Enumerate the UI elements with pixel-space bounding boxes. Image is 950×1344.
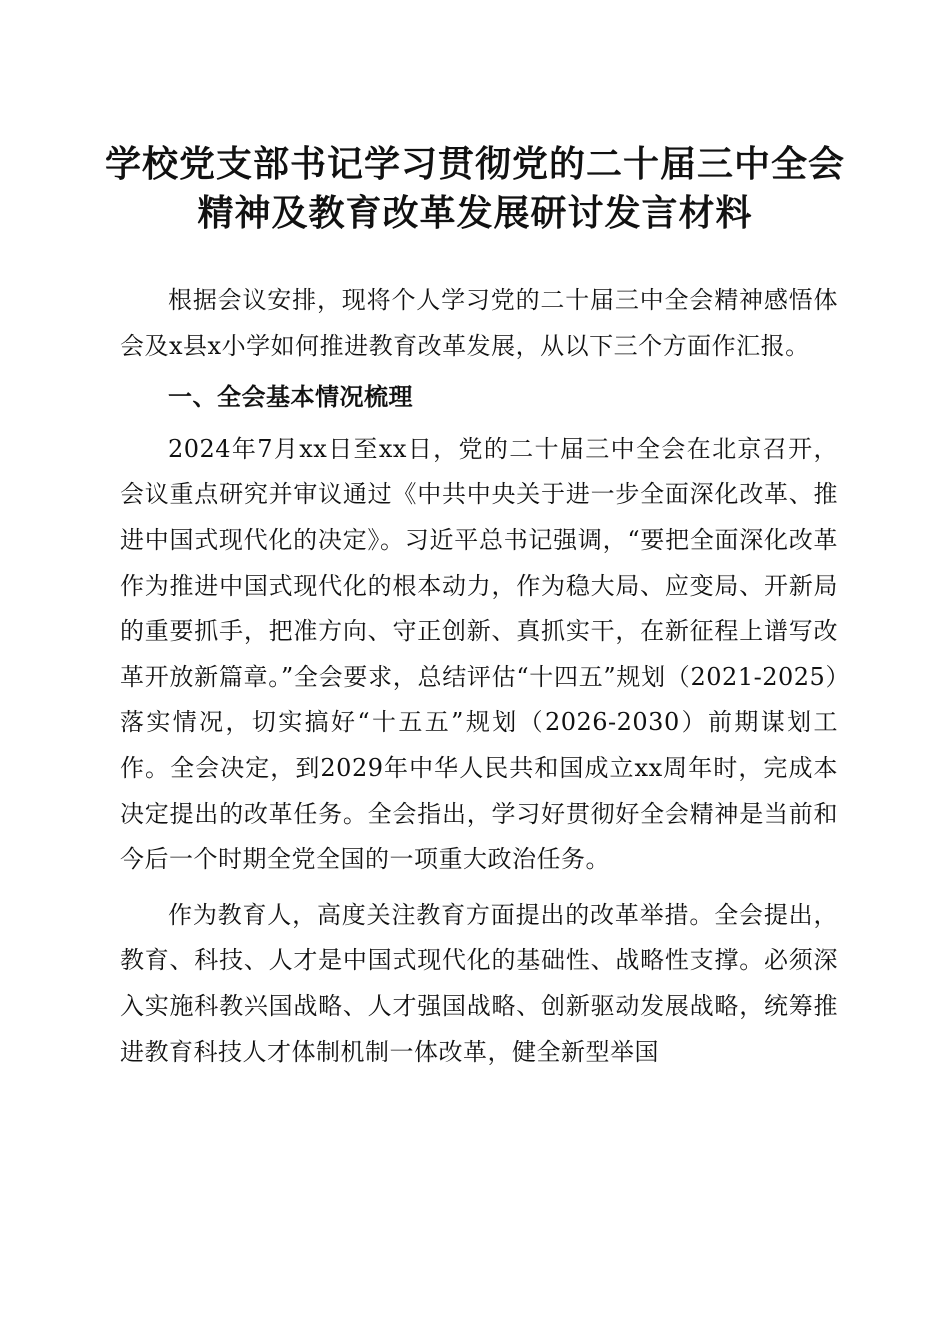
section-1-paragraph-1: 2024年7月xx日至xx日，党的二十届三中全会在北京召开，会议重点研究并审议通过《中共中央关于进一步全面深化改革、推进中国式现代化的决定》。习近平总书记强调，“要把全面深化改革作为推进中国式现代化的根本动力，作为稳大局、应变局、开新局的重要抓手，把准方向、守正创新、真抓实干，在新征程上谱写改革开放新篇章。”全会要求，总结评估“十四五”规划（2021-2025）落实情况，切实搞好“十五五”规划（2026-2030）前期谋划工作。全会决定，到2029年中华人民共和国成立xx周年时，完成本决定提出的改革任务。全会指出，学习好贯彻好全会精神是当前和今后一个时期全党全国的一项重大政治任务。	[120, 434, 838, 874]
intro-paragraph: 根据会议安排，现将个人学习党的二十届三中全会精神感悟体会及x县x小学如何推进教育改革发展，从以下三个方面作汇报。	[120, 286, 838, 360]
document-title-line-2: 精神及教育改革发展研讨发言材料	[197, 192, 753, 234]
section-1-heading: 一、全会基本情况梳理	[168, 383, 413, 412]
document-title-line-1: 学校党支部书记学习贯彻党的二十届三中全会	[104, 143, 845, 185]
document-body	[120, 278, 838, 1075]
section-1-paragraph-2: 作为教育人，高度关注教育方面提出的改革举措。全会提出，教育、科技、人才是中国式现代化的基础性、战略性支撑。必须深入实施科教兴国战略、人才强国战略、创新驱动发展战略，统筹推进教育科技人才体制机制一体改革，健全新型举国	[120, 900, 838, 1066]
